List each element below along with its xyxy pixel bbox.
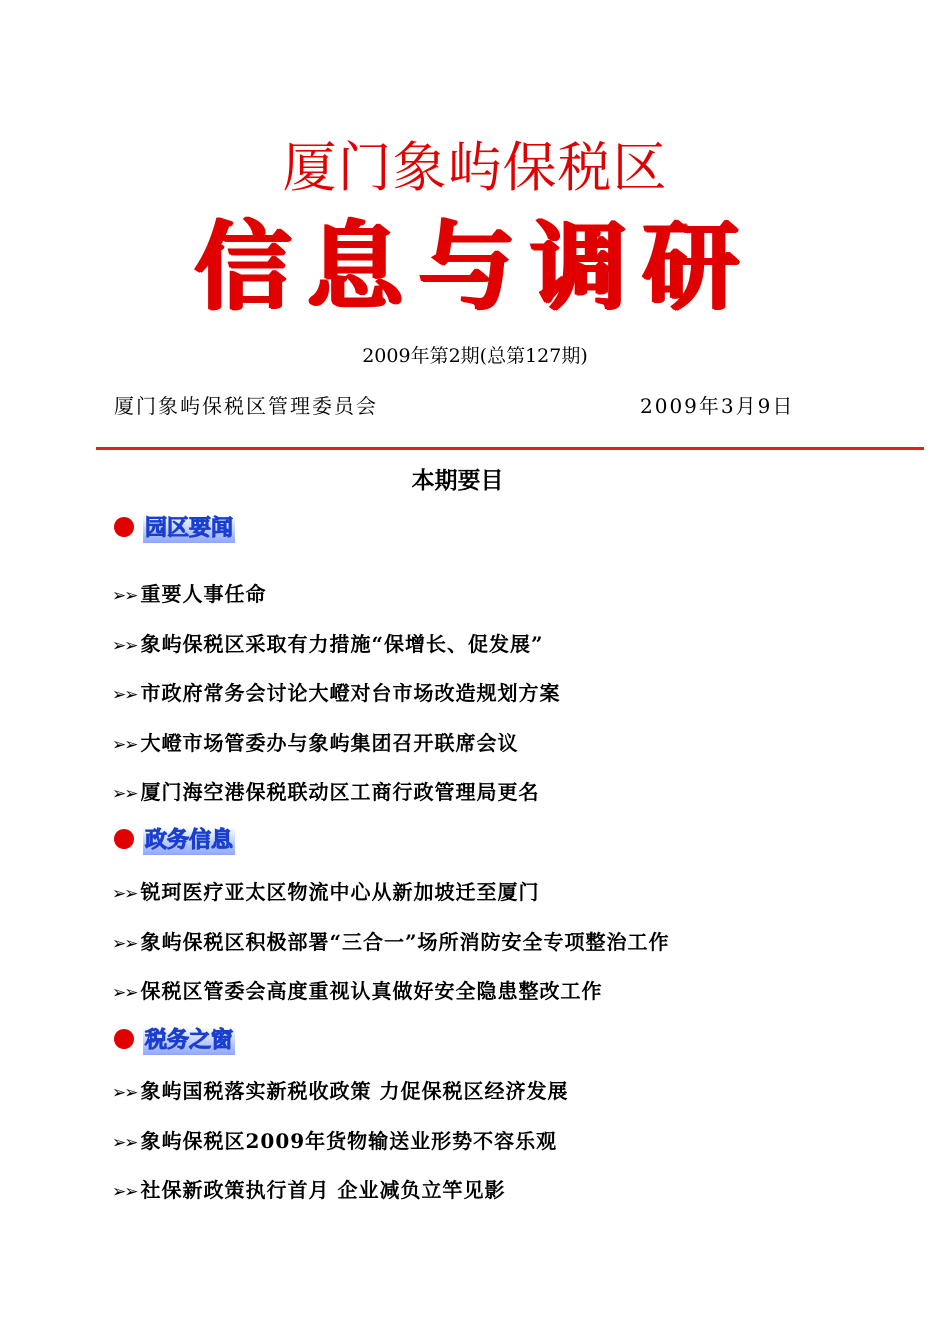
- toc-title: 本期要目: [411, 468, 504, 494]
- toc-item: [112, 776, 540, 808]
- toc-item-text: 象屿保税区采取有力措施“保增长、促发展”: [140, 632, 544, 656]
- toc-item-text: 市政府常务会讨论大嶝对台市场改造规划方案: [140, 681, 561, 705]
- toc-item: [112, 975, 603, 1007]
- toc-item-text: 厦门海空港保税联动区工商行政管理局更名: [140, 780, 540, 804]
- toc-item-text: 重要人事任命: [140, 582, 267, 606]
- publication-title: 信息与调研: [195, 210, 755, 323]
- toc-item: [112, 1125, 557, 1157]
- double-arrow-icon: ➢➢: [112, 735, 137, 755]
- double-arrow-icon: ➢➢: [112, 1182, 137, 1202]
- toc-item: [112, 727, 519, 759]
- double-arrow-icon: ➢➢: [112, 884, 137, 904]
- toc-item-text: 保税区管委会高度重视认真做好安全隐患整改工作: [140, 979, 603, 1003]
- issuer-name: 厦门象屿保税区管理委员会: [114, 394, 378, 418]
- toc-item: [112, 926, 670, 958]
- toc-item: [112, 578, 267, 610]
- toc-item-text: 象屿保税区2009年货物输送业形势不容乐观: [140, 1129, 558, 1153]
- double-arrow-icon: ➢➢: [112, 1133, 137, 1153]
- toc-item-text: 锐珂医疗亚太区物流中心从新加坡迁至厦门: [140, 880, 540, 904]
- double-arrow-icon: ➢➢: [112, 934, 137, 954]
- header-divider: [96, 447, 924, 450]
- double-arrow-icon: ➢➢: [112, 983, 137, 1003]
- section-bullet-icon: [114, 517, 134, 537]
- issue-date: 2009年3月9日: [640, 394, 795, 418]
- toc-item: [112, 876, 540, 908]
- toc-item-text: 大嶝市场管委办与象屿集团召开联席会议: [140, 731, 519, 755]
- section-label: 税务之窗: [145, 1028, 234, 1053]
- double-arrow-icon: ➢➢: [112, 784, 137, 804]
- section-label: 园区要闻: [145, 516, 234, 541]
- double-arrow-icon: ➢➢: [112, 685, 137, 705]
- section-bullet-icon: [114, 1029, 134, 1049]
- toc-item: [112, 1174, 505, 1206]
- toc-item-text: 社保新政策执行首月 企业减负立竿见影: [140, 1178, 506, 1202]
- organization-name: 厦门象屿保税区: [282, 136, 668, 199]
- issue-number: 2009年第2期(总第127期): [362, 345, 588, 367]
- toc-item-text: 象屿保税区积极部署“三合一”场所消防安全专项整治工作: [140, 930, 670, 954]
- toc-item-text: 象屿国税落实新税收政策 力促保税区经济发展: [140, 1079, 569, 1103]
- double-arrow-icon: ➢➢: [112, 636, 137, 656]
- section-label: 政务信息: [145, 828, 234, 853]
- double-arrow-icon: ➢➢: [112, 1083, 137, 1103]
- double-arrow-icon: ➢➢: [112, 586, 137, 606]
- toc-item: [112, 1075, 568, 1107]
- section-bullet-icon: [114, 829, 134, 849]
- toc-item: [112, 628, 544, 660]
- toc-item: [112, 677, 561, 709]
